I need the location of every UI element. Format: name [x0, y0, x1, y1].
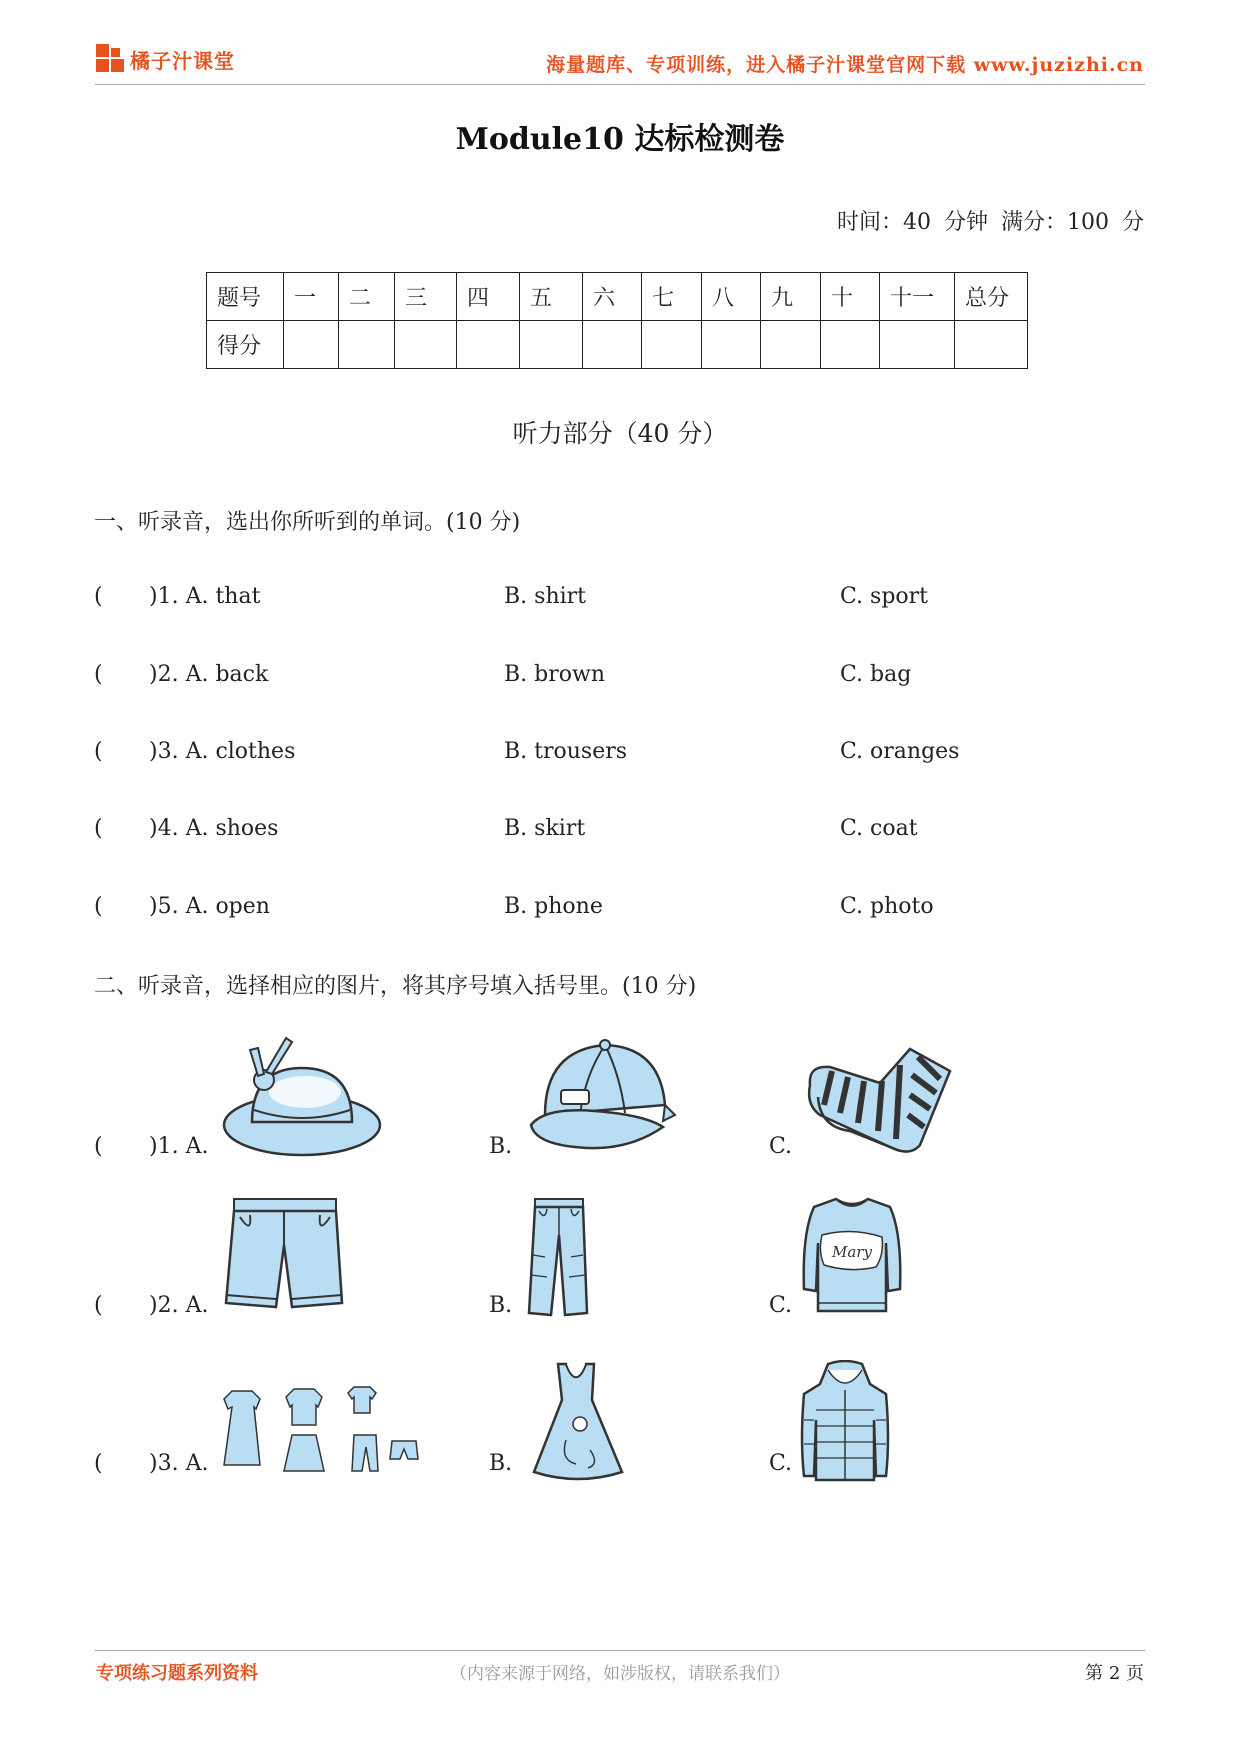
option-a: )5. A. open	[149, 894, 270, 919]
option-a: )1. A. that	[149, 584, 261, 609]
score-table-label: 得分	[207, 321, 284, 369]
score-table	[206, 272, 1028, 369]
answer-paren[interactable]: (	[94, 739, 103, 764]
option-c-label: C.	[769, 1134, 793, 1159]
jeans-image[interactable]	[525, 1195, 595, 1320]
score-cell[interactable]	[880, 321, 955, 369]
answer-paren[interactable]: (	[94, 1451, 103, 1476]
option-b: B. shirt	[504, 584, 587, 609]
answer-paren[interactable]: (	[94, 584, 103, 609]
score-table-header-row	[207, 273, 1028, 321]
header-slogan: 海量题库、专项训练，进入橘子汁课堂官网下载 www.juzizhi.cn	[546, 54, 1144, 76]
question-row	[94, 662, 1144, 692]
score-cell[interactable]	[284, 321, 339, 369]
option-c: C. bag	[840, 662, 912, 687]
score-cell[interactable]	[642, 321, 702, 369]
option-c-label: C.	[769, 1293, 793, 1318]
jacket-image[interactable]	[800, 1360, 890, 1485]
score-col: 二	[339, 273, 395, 321]
option-a-label: )2. A.	[149, 1293, 209, 1318]
dress-image[interactable]	[530, 1360, 625, 1485]
question-row	[94, 584, 1144, 614]
question-row	[94, 894, 1144, 924]
score-col: 总分	[955, 273, 1028, 321]
score-table-score-row	[207, 321, 1028, 369]
part2-title: 二、听录音，选择相应的图片，将其序号填入括号里。(10 分)	[94, 974, 697, 999]
score-col: 一	[284, 273, 339, 321]
option-b: B. phone	[504, 894, 603, 919]
score-cell[interactable]	[821, 321, 880, 369]
answer-paren[interactable]: (	[94, 662, 103, 687]
sweater-image[interactable]	[800, 1193, 905, 1318]
score-cell[interactable]	[702, 321, 761, 369]
socks-image[interactable]	[800, 1035, 960, 1160]
footer-divider	[95, 1650, 1145, 1651]
question-row	[94, 816, 1144, 846]
score-cell[interactable]	[520, 321, 583, 369]
score-col: 五	[520, 273, 583, 321]
score-cell[interactable]	[955, 321, 1028, 369]
baseball-cap-image[interactable]	[525, 1035, 685, 1160]
option-c: C. oranges	[840, 739, 960, 764]
footer-series-label: 专项练习题系列资料	[96, 1663, 258, 1684]
option-c: C. photo	[840, 894, 934, 919]
part1-title: 一、听录音，选出你所听到的单词。(10 分)	[94, 510, 521, 535]
sweater-name-text: Mary	[832, 1243, 872, 1261]
option-b-label: B.	[489, 1293, 513, 1318]
question-row	[94, 739, 1144, 769]
option-c: C. coat	[840, 816, 918, 841]
page-title: Module10 达标检测卷	[455, 122, 785, 157]
option-b: B. trousers	[504, 739, 628, 764]
score-col: 六	[583, 273, 642, 321]
option-a: )2. A. back	[149, 662, 269, 687]
score-col: 十	[821, 273, 880, 321]
time-info: 时间：40 分钟 满分：100 分	[837, 210, 1144, 235]
score-cell[interactable]	[761, 321, 821, 369]
score-cell[interactable]	[395, 321, 457, 369]
answer-paren[interactable]: (	[94, 1293, 103, 1318]
option-b: B. skirt	[504, 816, 586, 841]
score-col: 四	[457, 273, 520, 321]
option-c-label: C.	[769, 1451, 793, 1476]
score-col: 十一	[880, 273, 955, 321]
score-cell[interactable]	[339, 321, 395, 369]
score-col: 三	[395, 273, 457, 321]
option-b-label: B.	[489, 1134, 513, 1159]
option-a-label: )3. A.	[149, 1451, 209, 1476]
option-b: B. brown	[504, 662, 605, 687]
score-col: 八	[702, 273, 761, 321]
option-c: C. sport	[840, 584, 929, 609]
footer-copyright-note: （内容来源于网络，如涉版权，请联系我们）	[450, 1664, 790, 1684]
score-table-label: 题号	[207, 273, 284, 321]
answer-paren[interactable]: (	[94, 894, 103, 919]
score-col: 七	[642, 273, 702, 321]
logo-icon	[96, 44, 126, 74]
header-divider	[95, 84, 1145, 85]
page-number: 第 2 页	[1085, 1663, 1144, 1684]
answer-paren[interactable]: (	[94, 1134, 103, 1159]
brand-name: 橘子汁课堂	[130, 48, 235, 73]
section-title: 听力部分（40 分）	[512, 419, 728, 448]
option-a: )4. A. shoes	[149, 816, 279, 841]
option-a: )3. A. clothes	[149, 739, 296, 764]
score-cell[interactable]	[457, 321, 520, 369]
clothes-set-image[interactable]	[220, 1385, 425, 1475]
answer-paren[interactable]: (	[94, 816, 103, 841]
shorts-image[interactable]	[222, 1195, 347, 1315]
sun-hat-image[interactable]	[220, 1030, 385, 1160]
option-b-label: B.	[489, 1451, 513, 1476]
score-col: 九	[761, 273, 821, 321]
brand-logo	[96, 44, 235, 74]
option-a-label: )1. A.	[149, 1134, 209, 1159]
score-cell[interactable]	[583, 321, 642, 369]
